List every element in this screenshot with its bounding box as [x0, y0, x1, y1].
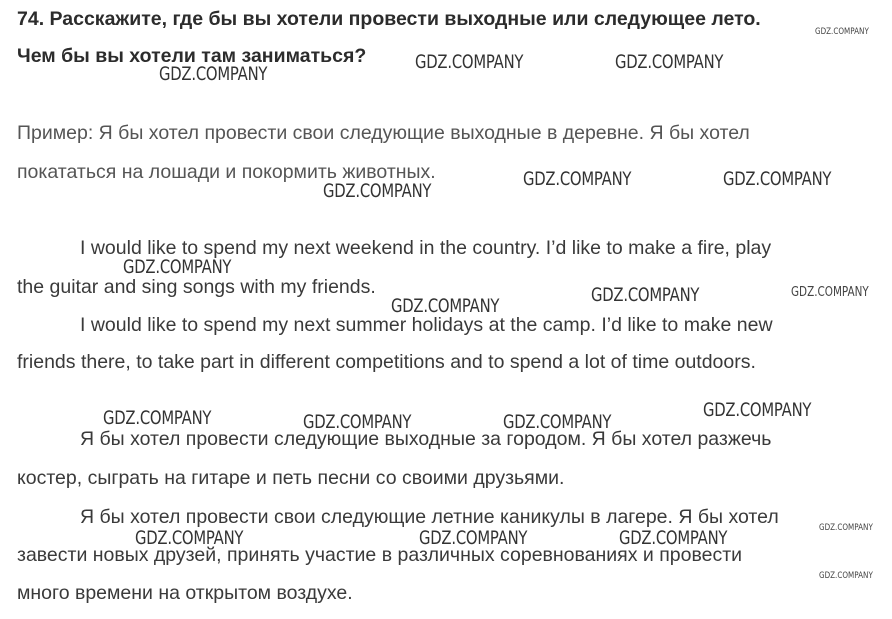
watermark: GDZ.COMPANY: [415, 51, 524, 73]
watermark: GDZ.COMPANY: [591, 284, 700, 306]
watermark: GDZ.COMPANY: [103, 407, 212, 429]
watermark: GDZ.COMPANY: [391, 295, 500, 317]
watermark: GDZ.COMPANY: [523, 168, 632, 190]
russian-paragraph-2-line-1: Я бы хотел провести свои следующие летние каникулы в лагере. Я бы хотел: [80, 506, 779, 528]
russian-paragraph-2-line-2: завести новых друзей, принять участие в различных соревнованиях и провести: [17, 544, 743, 566]
watermark: GDZ.COMPANY: [815, 27, 869, 37]
task-question: Чем бы вы хотели там заниматься?: [17, 45, 367, 67]
watermark: GDZ.COMPANY: [503, 411, 612, 433]
english-paragraph-2-line-1: I would like to spend my next summer holidays at the camp. I’d like to make new: [80, 314, 773, 336]
english-paragraph-1-line-1: I would like to spend my next weekend in the country. I’d like to make a fire, play: [80, 237, 772, 259]
watermark: GDZ.COMPANY: [615, 51, 724, 73]
watermark: GDZ.COMPANY: [123, 256, 232, 278]
watermark: GDZ.COMPANY: [819, 523, 873, 533]
watermark: GDZ.COMPANY: [303, 411, 412, 433]
watermark: GDZ.COMPANY: [419, 527, 528, 549]
english-paragraph-2-line-2: friends there, to take part in different competitions and to spend a lot of time outdoors.: [17, 351, 756, 373]
watermark: GDZ.COMPANY: [723, 168, 832, 190]
russian-paragraph-1-line-2: костер, сыграть на гитаре и петь песни со своими друзьями.: [17, 467, 565, 489]
russian-paragraph-1-line-1: Я бы хотел провести следующие выходные за городом. Я бы хотел разжечь: [80, 428, 772, 450]
example-line-2: покататься на лошади и покормить животных.: [17, 161, 436, 183]
russian-paragraph-2-line-3: много времени на открытом воздухе.: [17, 582, 353, 604]
watermark: GDZ.COMPANY: [619, 527, 728, 549]
watermark: GDZ.COMPANY: [323, 180, 432, 202]
watermark: GDZ.COMPANY: [819, 571, 873, 581]
watermark: GDZ.COMPANY: [791, 285, 869, 300]
task-heading: 74. Расскажите, где бы вы хотели провести выходные или следующее лето.: [17, 8, 761, 30]
watermark: GDZ.COMPANY: [159, 63, 268, 85]
example-line-1: Пример: Я бы хотел провести свои следующие выходные в деревне. Я бы хотел: [17, 122, 750, 144]
watermark: GDZ.COMPANY: [703, 399, 812, 421]
english-paragraph-1-line-2: the guitar and sing songs with my friends.: [17, 276, 376, 298]
watermark: GDZ.COMPANY: [135, 527, 244, 549]
